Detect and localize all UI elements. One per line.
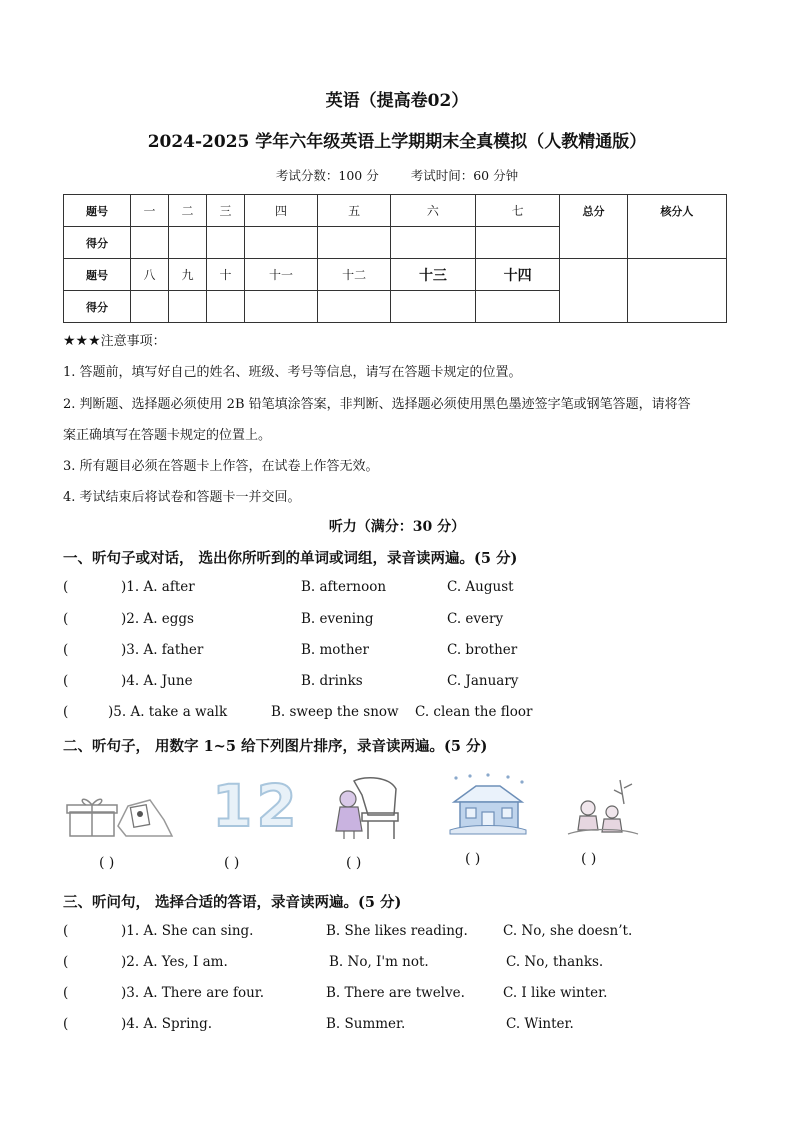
table-cell: 五 [318, 195, 391, 227]
table-cell: 十三 [391, 259, 476, 291]
total-score-cell[interactable] [560, 259, 627, 323]
exam-title: 英语（提高卷02） [325, 91, 469, 111]
answer-blank[interactable]: ( ) [581, 851, 597, 867]
score-cell[interactable] [169, 291, 207, 323]
row-label: 题号 [64, 259, 131, 291]
score-cell[interactable] [475, 291, 560, 323]
table-cell: 九 [169, 259, 207, 291]
question-row: ( )4. A. Spring. B. Summer. C. Winter. [63, 1016, 574, 1032]
answer-blank[interactable]: ( ) [99, 855, 115, 871]
table-cell: 十 [207, 259, 245, 291]
table-cell: 三 [207, 195, 245, 227]
checker-header: 核分人 [627, 195, 726, 259]
score-cell[interactable] [391, 291, 476, 323]
time-total: 考试时间：60 分钟 [410, 168, 519, 183]
score-cell[interactable] [131, 291, 169, 323]
question-row: ( )2. A. Yes, I am. B. No, I'm not. C. No, thanks. [63, 954, 604, 970]
exam-meta [0, 166, 794, 184]
score-cell[interactable] [169, 227, 207, 259]
snow-play-picture [566, 778, 640, 838]
total-score-header: 总分 [560, 195, 627, 259]
question-row: ( )2. A. eggs B. evening C. every [63, 611, 504, 627]
note-item: 案正确填写在答题卡规定的位置上。 [63, 428, 272, 443]
table-cell: 七 [475, 195, 560, 227]
answer-blank[interactable]: ( ) [224, 855, 240, 871]
number-picture: 12 [212, 772, 301, 840]
checker-cell[interactable] [627, 259, 726, 323]
row-label: 得分 [64, 227, 131, 259]
score-cell[interactable] [207, 291, 245, 323]
table-cell: 十四 [475, 259, 560, 291]
row-label: 题号 [64, 195, 131, 227]
question-row: ( )4. A. June B. drinks C. January [63, 673, 519, 689]
exam-subtitle: 2024-2025 学年六年级英语上学期期末全真模拟（人教精通版） [147, 132, 647, 152]
table-cell: 二 [169, 195, 207, 227]
score-cell[interactable] [318, 227, 391, 259]
table-cell: 一 [131, 195, 169, 227]
star-icon: ★★★ [63, 333, 101, 349]
score-table [63, 194, 727, 323]
question-row: ( )5. A. take a walk B. sweep the snow C. clean the floor [63, 704, 533, 720]
score-cell[interactable] [245, 291, 318, 323]
table-cell: 八 [131, 259, 169, 291]
answer-blank[interactable]: ( ) [346, 855, 362, 871]
piano-picture [332, 775, 402, 841]
listening-heading: 听力（满分：30 分） [328, 519, 466, 535]
note-item: 4. 考试结束后将试卷和答题卡一并交回。 [63, 490, 301, 505]
gift-picture [66, 792, 174, 842]
score-cell[interactable] [318, 291, 391, 323]
score-cell[interactable] [475, 227, 560, 259]
score-cell[interactable] [131, 227, 169, 259]
snow-house-picture [448, 772, 528, 838]
question-row: ( )1. A. She can sing. B. She likes reading. C. No, she doesn’t. [63, 923, 633, 939]
score-cell[interactable] [207, 227, 245, 259]
table-cell: 十一 [245, 259, 318, 291]
score-total: 考试分数：100 分 [275, 168, 379, 183]
answer-blank[interactable]: ( ) [465, 851, 481, 867]
row-label: 得分 [64, 291, 131, 323]
section-1-heading: 一、听句子或对话， 选出你所听到的单词或词组，录音读两遍。(5 分) [63, 550, 518, 567]
notes-heading: ★★★注意事项： [63, 333, 166, 349]
score-cell[interactable] [391, 227, 476, 259]
note-item: 3. 所有题目必须在答题卡上作答，在试卷上作答无效。 [63, 459, 379, 474]
section-3-heading: 三、听问句， 选择合适的答语，录音读两遍。(5 分) [63, 894, 402, 911]
score-cell[interactable] [245, 227, 318, 259]
question-row: ( )3. A. father B. mother C. brother [63, 642, 518, 658]
table-cell: 四 [245, 195, 318, 227]
question-row: ( )1. A. after B. afternoon C. August [63, 579, 514, 595]
question-row: ( )3. A. There are four. B. There are twelve. C. I like winter. [63, 985, 608, 1001]
note-item: 1. 答题前，填写好自己的姓名、班级、考号等信息，请写在答题卡规定的位置。 [63, 365, 522, 380]
table-cell: 十二 [318, 259, 391, 291]
section-2-heading: 二、听句子， 用数字 1~5 给下列图片排序，录音读两遍。(5 分) [63, 738, 488, 755]
table-cell: 六 [391, 195, 476, 227]
note-item: 2. 判断题、选择题必须使用 2B 铅笔填涂答案，非判断、选择题必须使用黑色墨迹签字笔或钢笔答题，请将答 [63, 397, 691, 412]
